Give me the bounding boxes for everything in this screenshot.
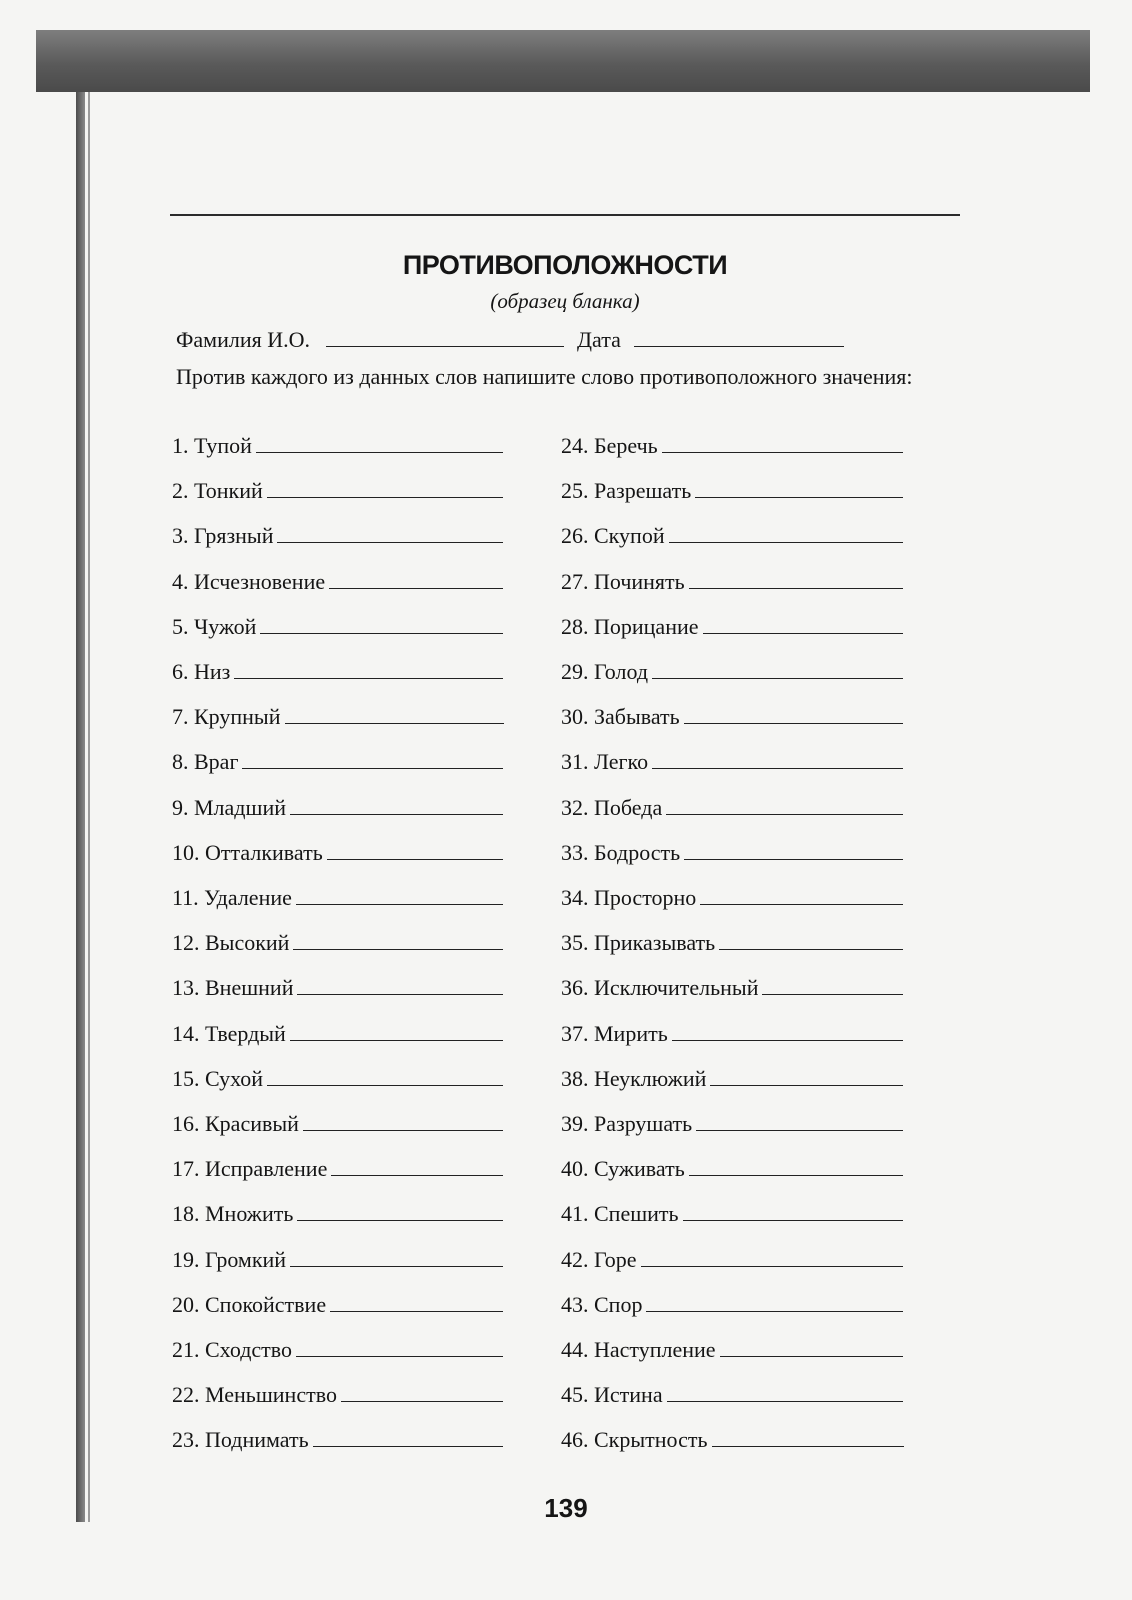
word-label: 46. Скрытность [561,1427,708,1452]
answer-blank[interactable] [719,929,903,950]
word-item [172,1426,503,1454]
word-label: 43. Спор [561,1292,643,1317]
word-item [561,1426,904,1454]
word-item [172,748,503,776]
answer-blank[interactable] [762,974,903,995]
word-item [561,568,903,596]
word-item [172,1065,503,1093]
word-label: 23. Поднимать [172,1427,309,1452]
word-item [172,839,503,867]
word-item [561,1110,903,1138]
word-item [172,1381,503,1409]
word-label: 35. Приказывать [561,930,716,955]
page-header-band [36,30,1090,92]
answer-blank[interactable] [256,432,503,453]
answer-blank[interactable] [652,748,903,769]
word-label: 33. Бодрость [561,840,681,865]
word-label: 38. Неуклюжий [561,1066,707,1091]
answer-blank[interactable] [303,1110,503,1131]
word-label: 8. Враг [172,749,239,774]
answer-blank[interactable] [696,1110,903,1131]
answer-blank[interactable] [652,658,903,679]
answer-blank[interactable] [285,703,504,724]
answer-blank[interactable] [329,568,503,589]
word-item [172,1336,503,1364]
answer-blank[interactable] [683,1200,903,1221]
word-item [561,1291,903,1319]
answer-blank[interactable] [672,1020,903,1041]
answer-blank[interactable] [330,1291,503,1312]
word-item [561,432,903,460]
answer-blank[interactable] [267,1065,503,1086]
word-label: 2. Тонкий [172,478,263,503]
word-item [172,477,503,505]
answer-blank[interactable] [260,613,503,634]
date-label: Дата [577,327,621,352]
answer-blank[interactable] [290,794,503,815]
word-label: 13. Внешний [172,975,294,1000]
word-item [561,1246,903,1274]
word-item [172,1110,503,1138]
word-item [561,1381,903,1409]
word-label: 42. Горе [561,1247,637,1272]
name-field[interactable] [326,328,564,347]
answer-blank[interactable] [703,613,903,634]
word-item [172,1200,503,1228]
word-label: 3. Грязный [172,523,274,548]
word-label: 5. Чужой [172,614,257,639]
word-label: 17. Исправление [172,1156,328,1181]
word-label: 40. Суживать [561,1156,685,1181]
word-label: 7. Крупный [172,704,281,729]
answer-blank[interactable] [695,477,903,498]
answer-blank[interactable] [684,703,903,724]
word-label: 41. Спешить [561,1201,679,1226]
word-label: 39. Разрушать [561,1111,693,1136]
word-label: 27. Починять [561,569,685,594]
form-subtitle: (образец бланка) [490,289,640,313]
answer-blank[interactable] [234,658,503,679]
word-item [172,794,503,822]
header-rule [170,214,960,216]
word-item [561,748,903,776]
word-item [561,703,903,731]
answer-blank[interactable] [646,1291,903,1312]
word-item [561,1065,903,1093]
answer-blank[interactable] [689,568,903,589]
word-label: 37. Мирить [561,1021,668,1046]
word-label: 9. Младший [172,795,286,820]
word-item [561,839,903,867]
word-item [172,658,503,686]
answer-blank[interactable] [297,1200,503,1221]
answer-blank[interactable] [667,1381,903,1402]
answer-blank[interactable] [720,1336,903,1357]
word-item [561,1336,903,1364]
word-item [561,613,903,641]
page-number: 139 [544,1493,588,1523]
word-label: 28. Порицание [561,614,699,639]
answer-blank[interactable] [689,1155,903,1176]
word-item [172,1291,503,1319]
word-item [561,1155,903,1183]
answer-blank[interactable] [293,929,503,950]
word-item [172,1155,503,1183]
answer-blank[interactable] [267,477,503,498]
form-title: ПРОТИВОПОЛОЖНОСТИ [402,250,728,280]
answer-blank[interactable] [296,1336,503,1357]
answer-blank[interactable] [242,748,503,769]
word-label: 20. Спокойствие [172,1292,327,1317]
word-label: 14. Твердый [172,1021,286,1046]
word-item [172,432,503,460]
word-label: 6. Низ [172,659,231,684]
answer-blank[interactable] [297,974,503,995]
word-label: 18. Множить [172,1201,294,1226]
word-label: 45. Истина [561,1382,663,1407]
word-label: 22. Меньшинство [172,1382,337,1407]
word-item [561,477,903,505]
answer-blank[interactable] [700,884,903,905]
word-label: 36. Исключительный [561,975,759,1000]
answer-blank[interactable] [662,432,903,453]
word-label: 31. Легко [561,749,649,774]
word-label: 19. Громкий [172,1247,287,1272]
word-item [561,794,903,822]
word-label: 12. Высокий [172,930,290,955]
word-item [172,522,503,550]
name-date-row [176,327,844,353]
word-item [172,974,503,1002]
word-label: 44. Наступление [561,1337,716,1362]
answer-blank[interactable] [341,1381,503,1402]
word-label: 34. Просторно [561,885,697,910]
word-item [172,884,503,912]
answer-blank[interactable] [296,884,503,905]
binding-edge [76,92,85,1522]
answer-blank[interactable] [641,1246,903,1267]
binding-edge-line [88,92,90,1522]
answer-blank[interactable] [684,839,903,860]
answer-blank[interactable] [666,794,903,815]
word-item [561,974,903,1002]
word-item [172,568,503,596]
answer-blank[interactable] [313,1426,503,1447]
instruction-text: Против каждого из данных слов напишите слово противоположного значения: [176,364,913,389]
answer-blank[interactable] [331,1155,503,1176]
word-label: 25. Разрешать [561,478,692,503]
answer-blank[interactable] [327,839,503,860]
word-label: 29. Голод [561,659,649,684]
word-label: 24. Беречь [561,433,658,458]
word-label: 30. Забывать [561,704,680,729]
word-label: 10. Отталкивать [172,840,323,865]
answer-blank[interactable] [669,522,903,543]
date-field[interactable] [634,328,844,347]
word-item [561,522,903,550]
word-label: 1. Тупой [172,433,252,458]
word-item [561,1020,903,1048]
word-item [172,703,504,731]
word-label: 4. Исчезновение [172,569,326,594]
word-item [172,613,503,641]
word-item [561,1200,903,1228]
answer-blank[interactable] [290,1020,503,1041]
word-item [561,929,903,957]
answer-blank[interactable] [712,1426,904,1447]
word-label: 15. Сухой [172,1066,264,1091]
word-item [172,1020,503,1048]
word-label: 16. Красивый [172,1111,299,1136]
answer-blank[interactable] [290,1246,503,1267]
answer-blank[interactable] [710,1065,903,1086]
word-label: 21. Сходство [172,1337,293,1362]
name-label: Фамилия И.О. [176,327,310,352]
word-label: 26. Скупой [561,523,665,548]
word-item [172,929,503,957]
word-item [561,658,903,686]
word-label: 11. Удаление [172,885,292,910]
word-item [172,1246,503,1274]
word-item [561,884,903,912]
answer-blank[interactable] [277,522,503,543]
word-label: 32. Победа [561,795,663,820]
